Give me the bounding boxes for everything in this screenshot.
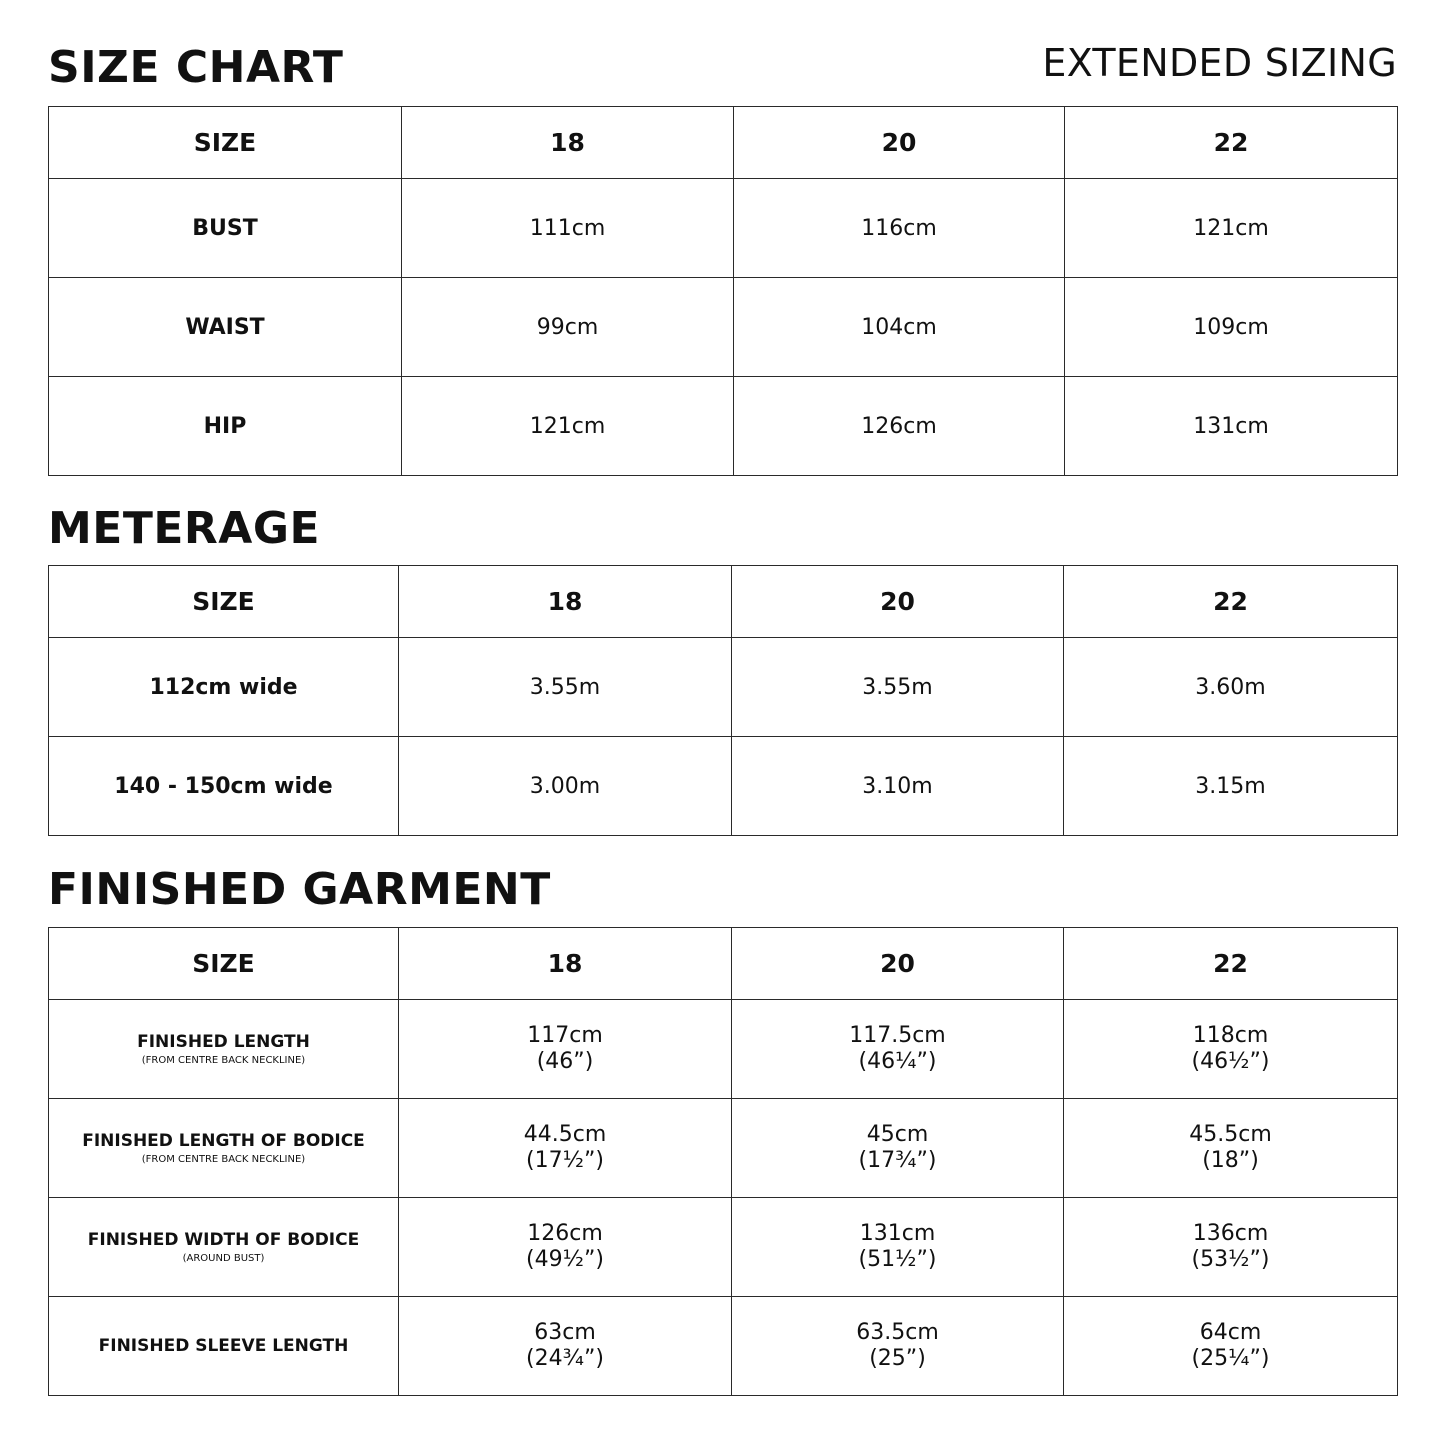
row-label-text: FINISHED LENGTH: [137, 1032, 310, 1052]
meterage-title: METERAGE: [48, 503, 321, 554]
header-size-18: 18: [402, 107, 734, 179]
header-size: SIZE: [49, 566, 399, 638]
value-cm: 45cm: [866, 1121, 929, 1147]
extended-sizing-label: EXTENDED SIZING: [1042, 41, 1397, 85]
cell: [732, 1000, 1064, 1099]
cell: 104cm: [734, 278, 1065, 377]
row-label-112cm: 112cm wide: [49, 638, 399, 737]
cell: [399, 1198, 732, 1297]
cell: 99cm: [402, 278, 734, 377]
header-size-22: 22: [1064, 928, 1398, 1000]
table-row: [49, 377, 1398, 476]
row-label-text: FINISHED SLEEVE LENGTH: [98, 1336, 349, 1356]
cell: 131cm: [1065, 377, 1398, 476]
row-label-finished-sleeve-length: [49, 1297, 399, 1396]
value-cm: 64cm: [1199, 1319, 1262, 1345]
value-inches: (17¾”): [858, 1148, 937, 1173]
row-label-finished-length-of-bodice: [49, 1099, 399, 1198]
table-row: [49, 1000, 1398, 1099]
table-row: [49, 278, 1398, 377]
meterage-table: [48, 565, 1398, 836]
size-chart-table: [48, 106, 1398, 476]
value-inches: (46½”): [1191, 1049, 1270, 1074]
cell: 3.60m: [1064, 638, 1398, 737]
value-cm: 126cm: [527, 1220, 603, 1246]
cell: [399, 1297, 732, 1396]
table-row: [49, 737, 1398, 836]
header-size: SIZE: [49, 928, 399, 1000]
cell: [1064, 1198, 1398, 1297]
header-size-20: 20: [732, 566, 1064, 638]
table-row: [49, 638, 1398, 737]
row-label-finished-length: [49, 1000, 399, 1099]
size-chart-title: SIZE CHART: [48, 42, 344, 93]
value-inches: (46”): [536, 1049, 594, 1074]
cell: 116cm: [734, 179, 1065, 278]
value-inches: (46¼”): [858, 1049, 937, 1074]
table-row: [49, 1198, 1398, 1297]
value-cm: 131cm: [859, 1220, 936, 1246]
finished-garment-table: [48, 927, 1398, 1396]
header-size-20: 20: [732, 928, 1064, 1000]
row-label-note: (AROUND BUST): [182, 1253, 265, 1264]
table-header-row: [49, 928, 1398, 1000]
value-cm: 118cm: [1192, 1022, 1269, 1048]
value-cm: 45.5cm: [1189, 1121, 1272, 1147]
cell: [732, 1198, 1064, 1297]
row-label-hip: HIP: [49, 377, 402, 476]
value-cm: 63cm: [534, 1319, 596, 1345]
row-label-finished-width-of-bodice: [49, 1198, 399, 1297]
table-row: [49, 1099, 1398, 1198]
row-label-140-150cm: 140 - 150cm wide: [49, 737, 399, 836]
value-inches: (17½”): [526, 1148, 604, 1173]
cell: [732, 1099, 1064, 1198]
cell: 3.00m: [399, 737, 732, 836]
cell: 121cm: [402, 377, 734, 476]
header-size: SIZE: [49, 107, 402, 179]
header-size-20: 20: [734, 107, 1065, 179]
value-inches: (18”): [1202, 1148, 1259, 1173]
cell: 3.55m: [732, 638, 1064, 737]
cell: 3.15m: [1064, 737, 1398, 836]
value-inches: (25”): [869, 1346, 926, 1371]
header-size-18: 18: [399, 928, 732, 1000]
value-cm: 117cm: [527, 1022, 603, 1048]
table-header-row: [49, 107, 1398, 179]
cell: 109cm: [1065, 278, 1398, 377]
cell: 121cm: [1065, 179, 1398, 278]
cell: 3.55m: [399, 638, 732, 737]
header-size-22: 22: [1065, 107, 1398, 179]
cell: 111cm: [402, 179, 734, 278]
row-label-bust: BUST: [49, 179, 402, 278]
cell: [1064, 1099, 1398, 1198]
cell: [399, 1099, 732, 1198]
table-row: [49, 179, 1398, 278]
table-row: [49, 1297, 1398, 1396]
header-size-22: 22: [1064, 566, 1398, 638]
cell: [399, 1000, 732, 1099]
header-size-18: 18: [399, 566, 732, 638]
value-inches: (51½”): [858, 1247, 937, 1272]
value-cm: 117.5cm: [849, 1022, 946, 1048]
value-cm: 63.5cm: [856, 1319, 939, 1345]
value-inches: (24¾”): [526, 1346, 604, 1371]
value-cm: 44.5cm: [523, 1121, 607, 1147]
cell: [732, 1297, 1064, 1396]
row-label-waist: WAIST: [49, 278, 402, 377]
value-inches: (49½”): [526, 1247, 604, 1272]
cell: [1064, 1297, 1398, 1396]
cell: 126cm: [734, 377, 1065, 476]
row-label-note: (FROM CENTRE BACK NECKLINE): [141, 1055, 306, 1066]
cell: 3.10m: [732, 737, 1064, 836]
value-cm: 136cm: [1192, 1220, 1269, 1246]
row-label-text: FINISHED WIDTH OF BODICE: [87, 1230, 360, 1250]
cell: [1064, 1000, 1398, 1099]
value-inches: (25¼”): [1191, 1346, 1270, 1371]
finished-garment-title: FINISHED GARMENT: [48, 864, 551, 915]
value-inches: (53½”): [1191, 1247, 1270, 1272]
row-label-text: FINISHED LENGTH OF BODICE: [82, 1131, 365, 1151]
row-label-note: (FROM CENTRE BACK NECKLINE): [141, 1154, 306, 1165]
table-header-row: [49, 566, 1398, 638]
